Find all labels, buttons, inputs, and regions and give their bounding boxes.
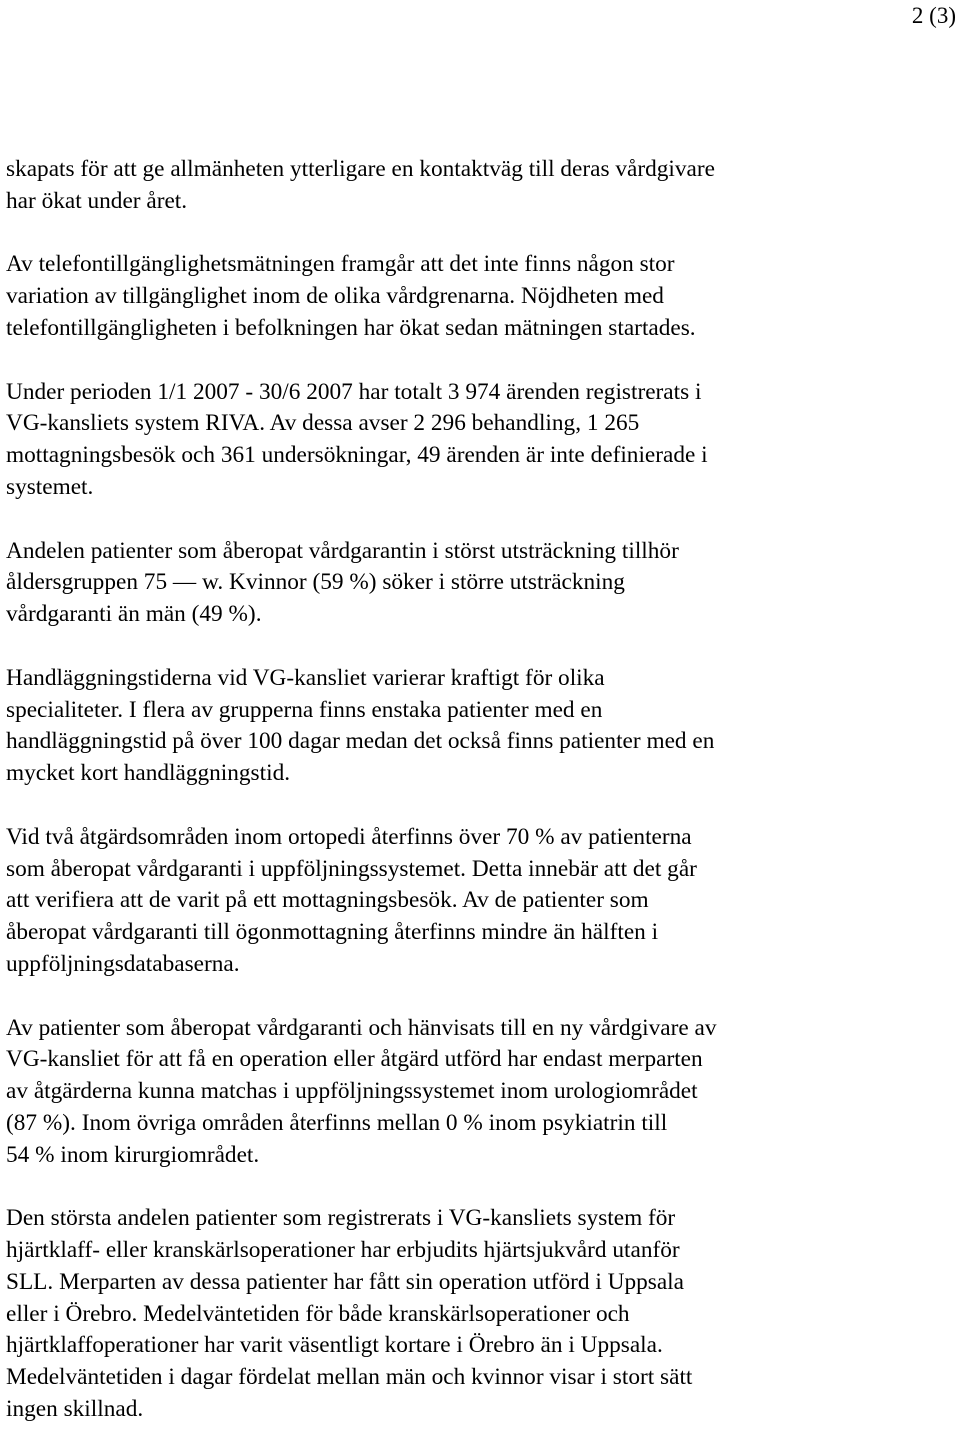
text-line: Av patienter som åberopat vårdgaranti och hänvisats till en ny vårdgivare av xyxy=(6,1014,717,1041)
page-number: 2 (3) xyxy=(911,3,956,28)
text-line: Vid två åtgärdsområden inom ortopedi återfinns över 70 % av patienterna xyxy=(6,823,692,850)
paragraph xyxy=(6,663,946,790)
paragraph xyxy=(6,154,946,218)
text-line: hjärtklaffoperationer har varit väsentligt kortare i Örebro än i Uppsala. xyxy=(6,1332,663,1359)
text-line: handläggningstid på över 100 dagar medan det också finns patienter med en xyxy=(6,728,715,755)
text-line: har ökat under året. xyxy=(6,187,188,214)
text-line: Den största andelen patienter som registrerats i VG-kansliets system för xyxy=(6,1205,676,1232)
text-line: av åtgärderna kunna matchas i uppföljningssystemet inom urologiområdet xyxy=(6,1078,698,1105)
text-line: Av telefontillgänglighetsmätningen framgår att det inte finns någon stor xyxy=(6,251,675,278)
text-line: systemet. xyxy=(6,473,94,500)
text-line: VG-kansliet för att få en operation eller åtgärd utförd har endast merparten xyxy=(6,1046,703,1073)
paragraph xyxy=(6,1013,946,1172)
text-line: Medelväntetiden i dagar fördelat mellan män och kvinnor visar i stort sätt xyxy=(6,1364,693,1391)
text-line: att verifiera att de varit på ett mottagningsbesök. Av de patienter som xyxy=(6,887,649,914)
text-line: specialiteter. I flera av grupperna finns enstaka patienter med en xyxy=(6,696,603,723)
paragraph xyxy=(6,1203,946,1426)
text-line: eller i Örebro. Medelväntetiden för både kranskärlsoperationer och xyxy=(6,1300,630,1327)
paragraph xyxy=(6,249,946,344)
paragraph xyxy=(6,536,946,631)
text-line: (87 %). Inom övriga områden återfinns mellan 0 % inom psykiatrin till xyxy=(6,1109,668,1136)
text-line: åberopat vårdgaranti till ögonmottagning återfinns mindre än hälften i xyxy=(6,919,659,946)
text-line: åldersgruppen 75 — w. Kvinnor (59 %) söker i större utsträckning xyxy=(6,569,625,596)
text-line: som åberopat vårdgaranti i uppföljningssystemet. Detta innebär att det går xyxy=(6,855,697,882)
text-line: Under perioden 1/1 2007 - 30/6 2007 har totalt 3 974 ärenden registrerats i xyxy=(6,378,702,405)
text-line: Handläggningstiderna vid VG-kansliet varierar kraftigt för olika xyxy=(6,664,605,691)
text-line: SLL. Merparten av dessa patienter har fått sin operation utförd i Uppsala xyxy=(6,1268,684,1295)
text-line: skapats för att ge allmänheten ytterligare en kontaktväg till deras vårdgivare xyxy=(6,156,715,182)
text-line: mottagningsbesök och 361 undersökningar, 49 ärenden är inte definierade i xyxy=(6,442,708,469)
paragraph xyxy=(6,822,946,981)
text-line: VG-kansliets system RIVA. Av dessa avser 2 296 behandling, 1 265 xyxy=(6,410,640,437)
text-line: uppföljningsdatabaserna. xyxy=(6,950,240,977)
text-line: variation av tillgänglighet inom de olika vårdgrenarna. Nöjdheten med xyxy=(6,283,664,310)
text-line: telefontillgängligheten i befolkningen har ökat sedan mätningen startades. xyxy=(6,314,696,341)
paragraph xyxy=(6,377,946,504)
document-body xyxy=(6,154,946,1426)
text-line: ingen skillnad. xyxy=(6,1396,144,1423)
text-line: vårdgaranti än män (49 %). xyxy=(6,601,262,628)
text-line: hjärtklaff- eller kranskärlsoperationer har erbjudits hjärtsjukvård utanför xyxy=(6,1237,680,1264)
text-line: mycket kort handläggningstid. xyxy=(6,760,291,787)
text-line: 54 % inom kirurgiområdet. xyxy=(6,1141,260,1168)
text-line: Andelen patienter som åberopat vårdgarantin i störst utsträckning tillhör xyxy=(6,537,679,564)
